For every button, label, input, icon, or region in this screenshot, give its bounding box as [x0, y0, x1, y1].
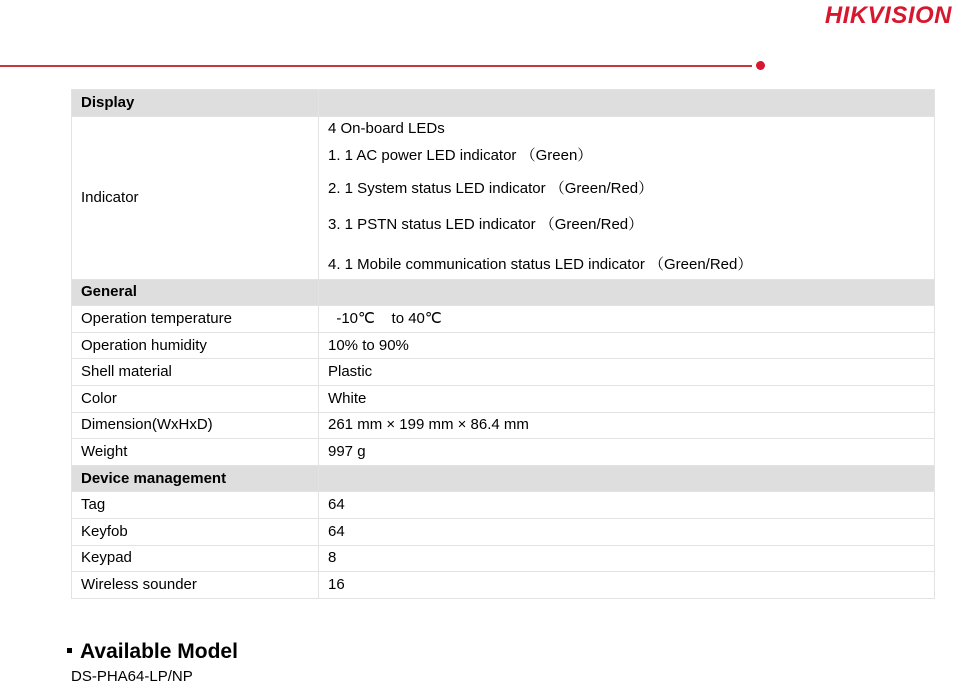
- spec-table: [71, 89, 935, 599]
- row-label: Dimension(WxHxD): [72, 412, 319, 439]
- table-row: [72, 359, 935, 386]
- table-row: [72, 518, 935, 545]
- row-value: 10% to 90%: [319, 332, 935, 359]
- section-device-management: [72, 465, 935, 492]
- row-value: 997 g: [319, 439, 935, 466]
- row-label: Keyfob: [72, 518, 319, 545]
- section-heading: General: [72, 279, 319, 306]
- row-value: 64: [319, 492, 935, 519]
- model-number: DS-PHA64-LP/NP: [71, 668, 193, 685]
- available-model-title: Available Model: [80, 640, 238, 663]
- row-label: Indicator: [72, 116, 319, 279]
- indicator-lines: [319, 116, 935, 279]
- section-spacer: [319, 279, 935, 306]
- table-row: [72, 412, 935, 439]
- hikvision-logo: HIKVISION: [824, 2, 952, 29]
- row-value: -10℃ to 40℃: [319, 306, 935, 333]
- row-value: White: [319, 385, 935, 412]
- row-label: Keypad: [72, 545, 319, 572]
- row-value: 64: [319, 518, 935, 545]
- section-spacer: [319, 90, 935, 117]
- row-label: Tag: [72, 492, 319, 519]
- indicator-line: 3. 1 PSTN status LED indicator （Green/Red）: [328, 215, 644, 233]
- indicator-line: 4. 1 Mobile communication status LED indicator （Green/Red）: [328, 255, 753, 273]
- row-label: Wireless sounder: [72, 572, 319, 599]
- header-divider-dot: [756, 61, 765, 70]
- header-divider: [0, 65, 752, 67]
- table-row-indicator: [72, 116, 935, 279]
- table-row: [72, 332, 935, 359]
- row-label: Shell material: [72, 359, 319, 386]
- indicator-line: 2. 1 System status LED indicator （Green/Red）: [328, 179, 654, 197]
- section-heading: Device management: [72, 465, 319, 492]
- row-value: 8: [319, 545, 935, 572]
- row-value: 261 mm × 199 mm × 86.4 mm: [319, 412, 935, 439]
- section-heading: Display: [72, 90, 319, 117]
- indicator-line: 4 On-board LEDs: [328, 119, 445, 137]
- square-bullet-icon: [67, 648, 72, 653]
- table-row: [72, 545, 935, 572]
- table-row: [72, 572, 935, 599]
- row-label: Color: [72, 385, 319, 412]
- indicator-line: 1. 1 AC power LED indicator （Green）: [328, 146, 593, 164]
- section-display: [72, 90, 935, 117]
- table-row: [72, 385, 935, 412]
- section-spacer: [319, 465, 935, 492]
- row-value: Plastic: [319, 359, 935, 386]
- table-row: [72, 492, 935, 519]
- table-row: [72, 439, 935, 466]
- row-value: 16: [319, 572, 935, 599]
- available-model-heading: [67, 639, 238, 665]
- section-general: [72, 279, 935, 306]
- table-row: [72, 306, 935, 333]
- row-label: Operation humidity: [72, 332, 319, 359]
- row-label: Operation temperature: [72, 306, 319, 333]
- row-label: Weight: [72, 439, 319, 466]
